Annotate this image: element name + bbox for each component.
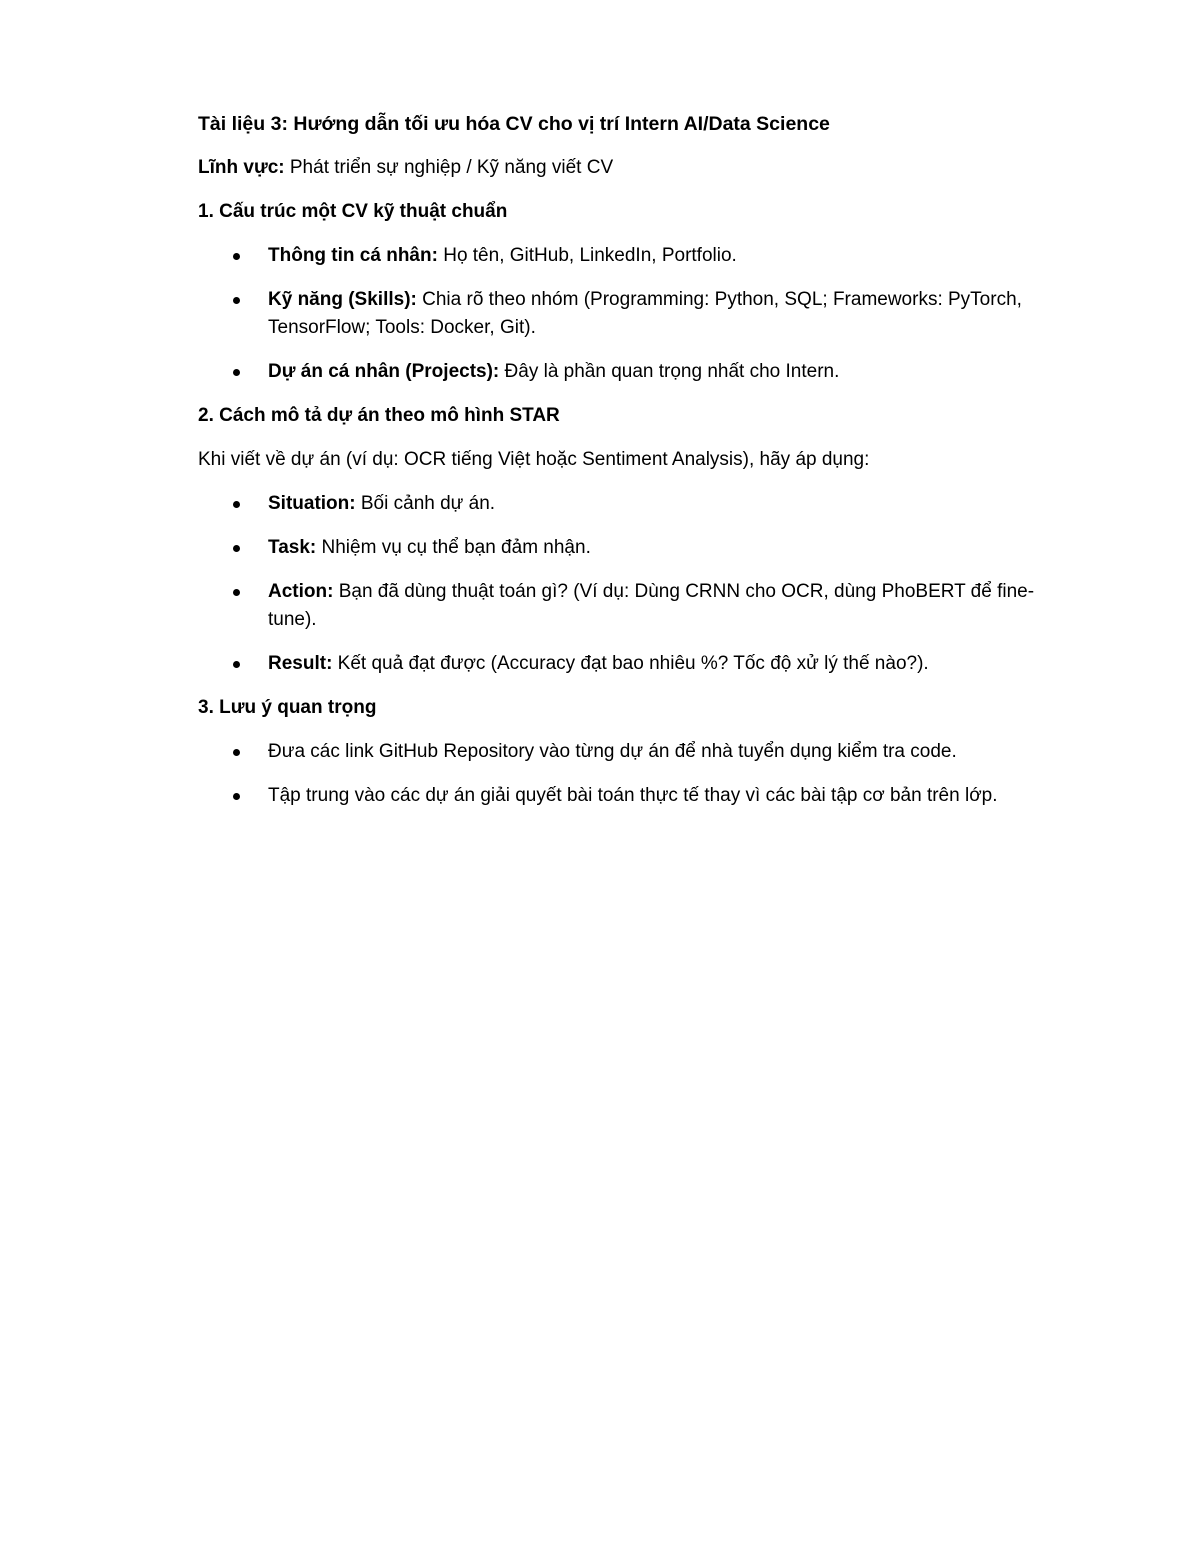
document-body bbox=[198, 110, 1038, 826]
notes-list bbox=[198, 738, 1038, 810]
bullet-icon bbox=[233, 369, 240, 376]
bullet-icon bbox=[233, 545, 240, 552]
list-item-term: Dự án cá nhân (Projects): bbox=[268, 361, 500, 382]
list-item bbox=[198, 358, 1038, 386]
field-value: Phát triển sự nghiệp / Kỹ năng viết CV bbox=[284, 157, 614, 178]
field-line bbox=[198, 154, 1038, 182]
list-item-term: Thông tin cá nhân: bbox=[268, 245, 438, 266]
list-item-term: Result: bbox=[268, 653, 333, 674]
list-item bbox=[198, 242, 1038, 270]
list-item bbox=[198, 286, 1038, 342]
star-list bbox=[198, 490, 1038, 678]
document-title: Tài liệu 3: Hướng dẫn tối ưu hóa CV cho vị trí Intern AI/Data Science bbox=[198, 113, 830, 135]
field-label: Lĩnh vực: bbox=[198, 157, 285, 178]
section-heading-star: 2. Cách mô tả dự án theo mô hình STAR bbox=[198, 405, 560, 426]
bullet-icon bbox=[233, 297, 240, 304]
list-item bbox=[198, 534, 1038, 562]
bullet-icon bbox=[233, 501, 240, 508]
list-item-text: Đưa các link GitHub Repository vào từng dự án để nhà tuyển dụng kiểm tra code. bbox=[268, 741, 957, 762]
list-item-text: Đây là phần quan trọng nhất cho Intern. bbox=[499, 361, 840, 382]
list-item-text: Kết quả đạt được (Accuracy đạt bao nhiêu %? Tốc độ xử lý thế nào?). bbox=[332, 653, 929, 674]
bullet-icon bbox=[233, 253, 240, 260]
list-item-text: Bạn đã dùng thuật toán gì? (Ví dụ: Dùng CRNN cho OCR, dùng PhoBERT để fine-tune). bbox=[268, 581, 1035, 630]
star-intro: Khi viết về dự án (ví dụ: OCR tiếng Việt hoặc Sentiment Analysis), hãy áp dụng: bbox=[198, 449, 870, 470]
list-item bbox=[198, 490, 1038, 518]
list-item-term: Situation: bbox=[268, 493, 356, 514]
list-item-text: Nhiệm vụ cụ thể bạn đảm nhận. bbox=[316, 537, 591, 558]
list-item bbox=[198, 782, 1038, 810]
list-item-term: Action: bbox=[268, 581, 334, 602]
list-item-text: Họ tên, GitHub, LinkedIn, Portfolio. bbox=[437, 245, 737, 266]
bullet-icon bbox=[233, 749, 240, 756]
structure-list bbox=[198, 242, 1038, 386]
list-item-text: Chia rõ theo nhóm (Programming: Python, SQL; Frameworks: PyTorch, TensorFlow; Tools: Docker, Git). bbox=[268, 289, 1022, 338]
list-item-term: Task: bbox=[268, 537, 317, 558]
list-item-term: Kỹ năng (Skills): bbox=[268, 289, 417, 310]
list-item bbox=[198, 738, 1038, 766]
list-item-text: Tập trung vào các dự án giải quyết bài toán thực tế thay vì các bài tập cơ bản trên lớp. bbox=[268, 785, 998, 806]
list-item bbox=[198, 578, 1038, 634]
bullet-icon bbox=[233, 793, 240, 800]
section-heading-notes: 3. Lưu ý quan trọng bbox=[198, 697, 377, 718]
section-heading-structure: 1. Cấu trúc một CV kỹ thuật chuẩn bbox=[198, 201, 508, 222]
list-item-text: Bối cảnh dự án. bbox=[355, 493, 496, 514]
bullet-icon bbox=[233, 589, 240, 596]
bullet-icon bbox=[233, 661, 240, 668]
list-item bbox=[198, 650, 1038, 678]
